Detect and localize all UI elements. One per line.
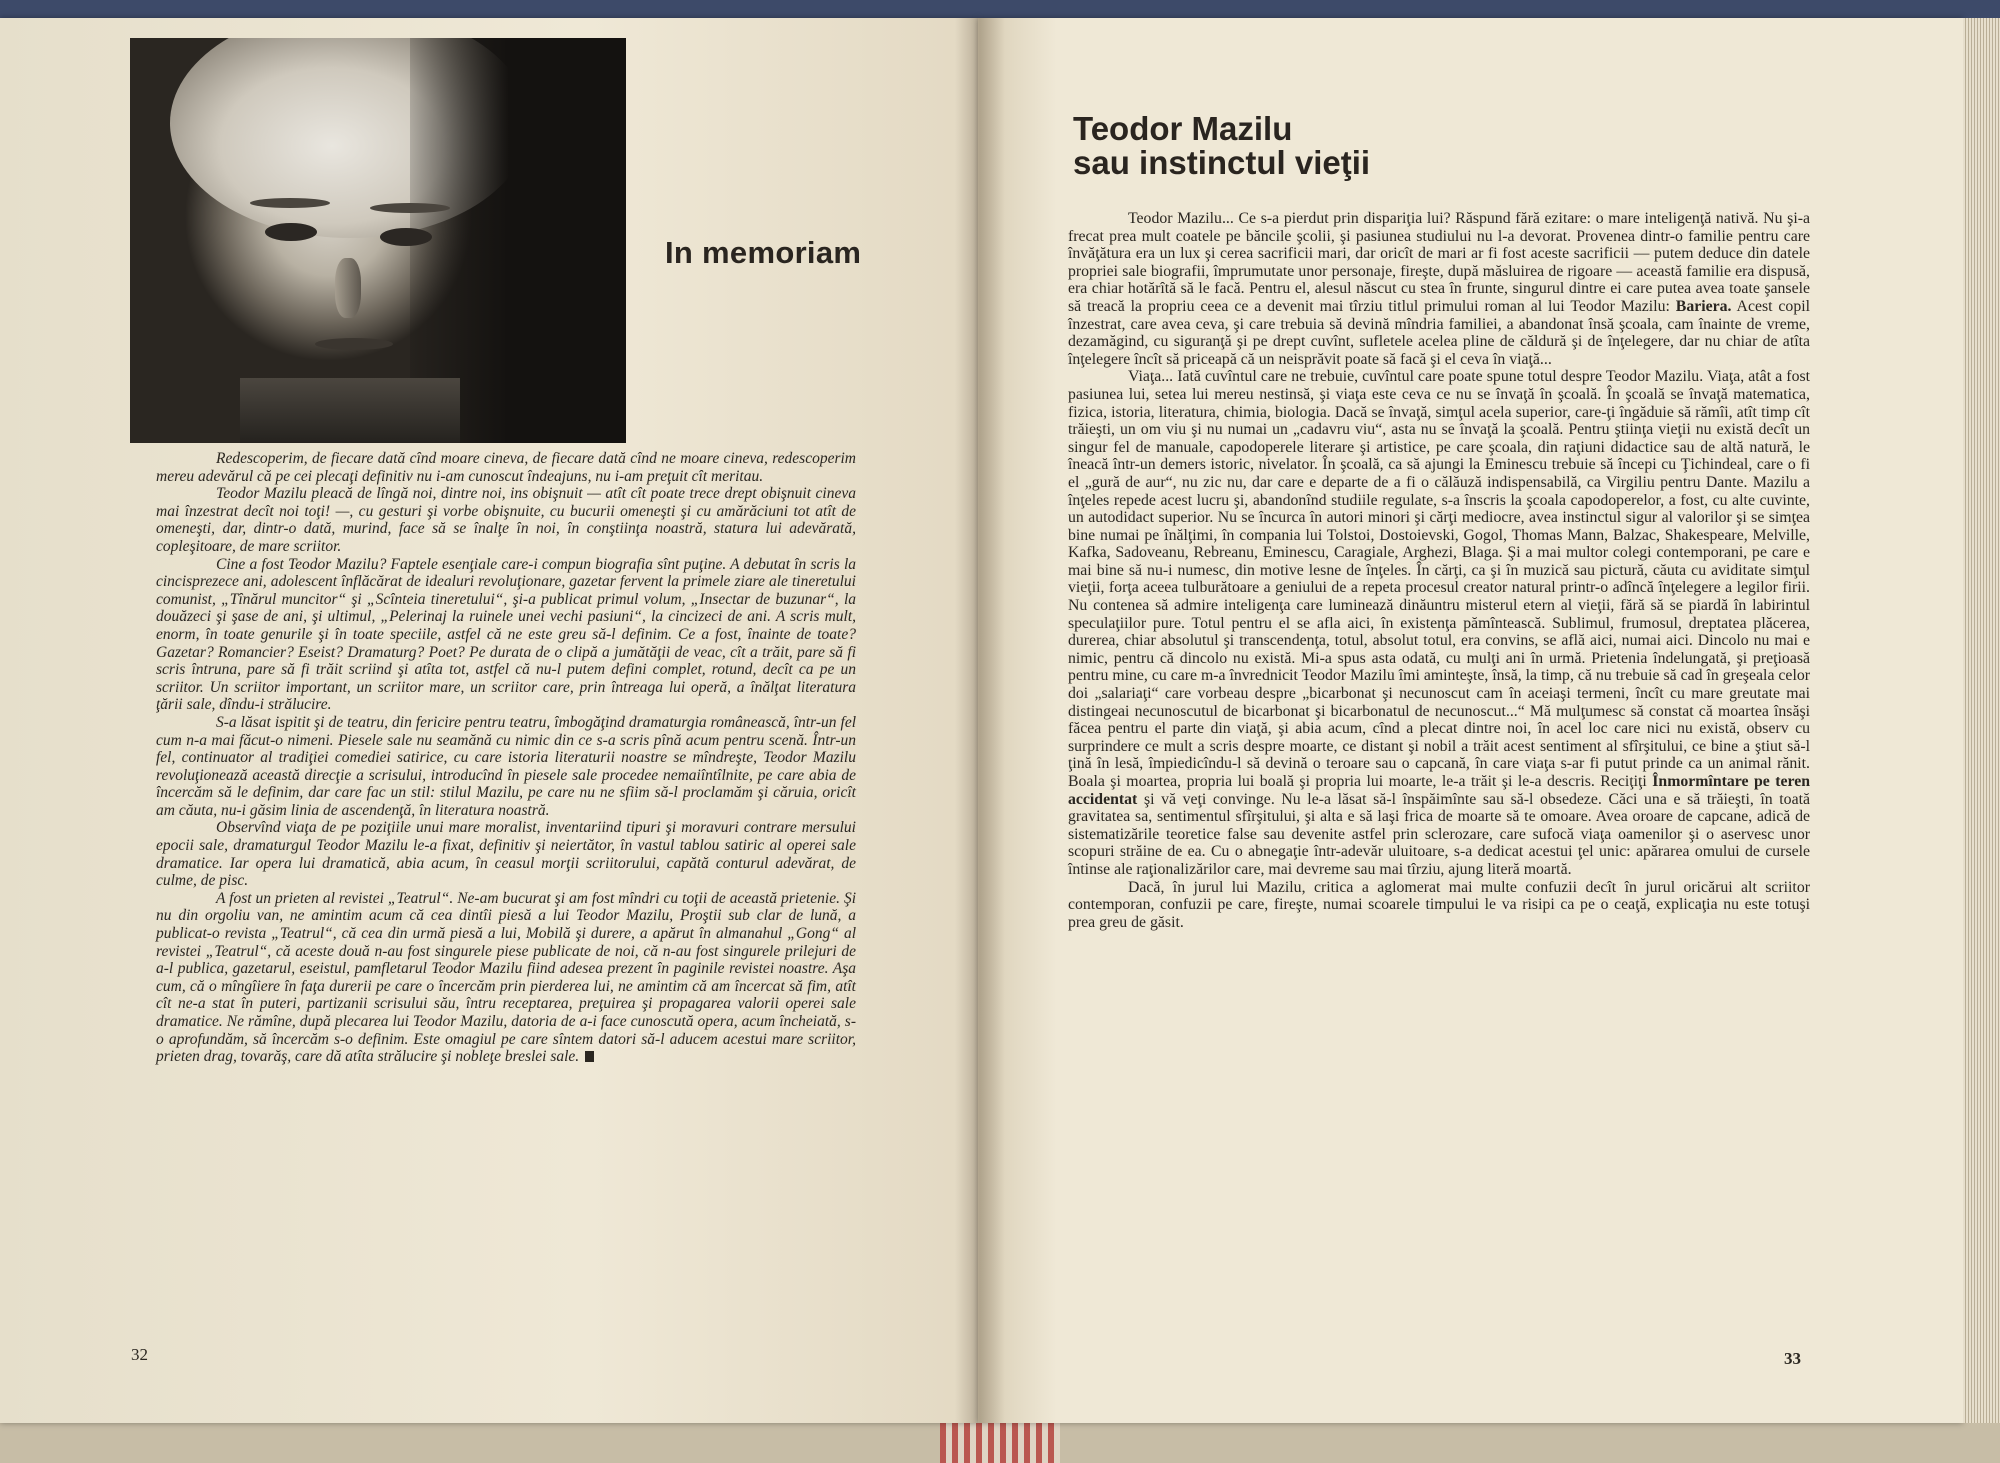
left-page [0, 18, 978, 1423]
article-title [1073, 112, 1370, 180]
book-gutter [955, 18, 1005, 1423]
end-of-article-mark-icon [585, 1051, 594, 1062]
page-number-right: 33 [1784, 1349, 1801, 1368]
paragraph [1068, 210, 1810, 368]
paragraph: Dacă, în jurul lui Mazilu, critica a aglomerat mai multe confuzii decît în jurul oricărui alt scriitor contemporan, confuzii pe care, fireşte, numai scoarele timpului le va risipi ca pe o ceaţă, explicaţia nu este totuşi prea greu de găsit. [1068, 878, 1810, 931]
title-line-2: sau instinctul vieţii [1073, 144, 1371, 181]
paragraph: A fost un prieten al revistei „Teatrul“. Ne-am bucurat şi am fost mîndri cu toţii de această prietenie. Şi nu din orgoliu van, ne amintim acum că cea dintîi piesă a lui Teodor Mazilu, Proştii sub clar de lună, a publicat-o revista „Teatrul“, că cea din urmă piesă a lui, Mobilă şi durere, a apărut în almanahul „Gong“ al revistei „Teatrul“, că aceste două n-au fost singurele piese publicate de noi, că n-au fost singurele prilejuri de a-l publica, gazetarul, eseistul, pamfletarul Teodor Mazilu fiind adesea prezent în paginile revistei noastre. Aşa cum, că o mîngîiere în faţa durerii pe care o încercăm prin pierderea lui, ne amintim că am încercat să fim, atît cît ne-a stat în puteri, partizanii scrisului său, întru receptarea, preţuirea şi propagarea valorii operei sale dramatice. Ne rămîne, după plecarea lui Teodor Mazilu, datoria de a-i face cunoscută opera, acum încheiată, s-o aprofundăm, să încercăm s-o definim. Este omagiul pe care sîntem datori să-l aducem acestui mare scriitor, prieten drag, tovarăş, care dă atîta strălucire şi nobleţe breslei sale. [156, 889, 856, 1066]
right-page [978, 18, 1963, 1423]
paragraph-text: Viaţa... Iată cuvîntul care ne trebuie, cuvîntul care poate spune totul despre Teodor Mazilu. Viaţa, atât a fost pasiunea lui, setea lui mereu nestinsă, şi viaţa este ceva ce nu se învaţă în şcoală. În şcoală se învaţă matematica, fizica, istoria, literatura, chimia, biologia. Dacă se învaţă, simţul acela superior, care-ţi îngăduie să rămîi, atît timp cît trăieşti, un om viu şi nu numai un „cadavru viu“, asta nu se învaţă la şcoală. Pentru ştiinţa vieţii nu există decît un singur fel de manuale, capodoperele literare şi artistice, pe care şcoala, din raţiuni didactice sau de altă natură, le îneacă într-un demers istoric, nivelator. În şcoală, ca să ajungi la Eminescu trebuie să începi cu Ţichindeal, care o fi el „gură de aur“, nu zic nu, dar care e departe de a fi o călăuză indispensabilă, ca Virgiliu pentru Dante. Mazilu a înţeles repede acest lucru şi, abandonînd studiile regulate, s-a înscris la şcoala capodoperelor, a fost, cu alte cuvinte, un autodidact superior. Nu se încurca în autori minori şi cărţi mediocre, avea instinctul sigur al valorilor şi se simţea bine numai pe înălţimi, în compania lui Tolstoi, Dostoievski, Gogol, Thomas Mann, Balzac, Shakespeare, Melville, Kafka, Sadoveanu, Rebreanu, Eminescu, Caragiale, Arghezi, Blaga. Şi a mai multor colegi contemporani, pe care e mai bine să nu-i numesc, din motive lesne de înţeles. În cărţi, ca şi în muzică sau pictură, căuta cu aviditate simţul vieţii, forţa aceea tulburătoare a geniului de a repeta procesul creator natural printr-o adîncă înţelegere a legilor firii. Nu contenea să admire inteligenţa care luminează dinăuntru misterul etern al vieţii, fără să se piardă în labirintul speculaţiilor pure. Totul pentru el se afla aici, în existenţa pămîntească. Sublimul, frumosul, dreptatea plăcerea, durerea, chiar absolutul şi transcendenţa, totul, absolut totul, era convins, se află aici, numai aici. Dincolo nu mai e nimic, pentru că dincolo nu există. Mi-a spus asta odată, cu mulţi ani în urmă. Prietenia îndelungată, şi preţioasă pentru mine, cu care m-a învrednicit Teodor Mazilu îmi aminteşte, însă, la timp, că nu trebuie să cad în greşeala celor doi „salariaţi“ care vorbeau despre „bicarbonat şi necunoscut cam în aceiaşi termeni, încît cu mare greutate mai distingeai necunoscutul de bicarbonat şi bicarbonatul de necunoscut...“ Mă mulţumesc să constat că moartea însăşi făcea pentru el parte din viaţă, şi abia acum, cînd a plecat dintre noi, în acel loc care nici nu există, observ cu surprindere ce mult a scris despre moarte, ce distant şi nobil a trăit acest sentiment al sfîrşitului, ce bine a ştiut să-l ţină în lesă, împiedicîndu-l să devină o teroare sau o capcană, în care viaţa s-ar fi putut prinde ca un animal rănit. Boala şi moartea, propria lui boală şi propria lui moarte, le-a trăit şi le-a descris. Reciţiţi [1068, 368, 1810, 790]
paragraph-with-end-mark [156, 890, 856, 1066]
page-number-left: 32 [131, 1345, 148, 1364]
right-article-body [1068, 210, 1810, 931]
paragraph [1068, 368, 1810, 878]
paragraph: Observînd viaţa de pe poziţiile unui mare moralist, inventariind tipuri şi moravuri contrare mersului epocii sale, dramaturgul Teodor Mazilu le-a fixat, definitiv şi neiertător, în vastul tablou satiric al operei sale dramatice. Iar opera lui dramatică, abia acum, în ceasul morţii scriitorului, capătă conturul adevărat, de culme, de pisc. [156, 819, 856, 890]
page-edges [1963, 18, 2000, 1423]
in-memoriam-heading: In memoriam [665, 235, 862, 270]
author-portrait-photo [130, 38, 626, 443]
paragraph: Teodor Mazilu pleacă de lîngă noi, dintre noi, ins obişnuit — atît cît poate trece drept obişnuit cineva mai înzestrat decît noi toţi! —, cu gesturi şi vorbe obişnuite, cu bucurii omeneşti şi cu amărăciuni tot atît de omeneşti, dar, dintr-o dată, murind, face să se înalţe în noi, în conştiinţa noastră, statura lui adevărată, copleşitoare, de mare scriitor. [156, 485, 856, 555]
binding-ribbon [940, 1420, 1060, 1463]
novel-title: Bariera. [1675, 297, 1732, 315]
play-title: Înmormîntare pe teren accidentat [1068, 773, 1810, 808]
paragraph: S-a lăsat ispitit şi de teatru, din fericire pentru teatru, îmbogăţind dramaturgia românească, într-un fel cum n-a mai făcut-o nimeni. Piesele sale nu seamănă cu nimic din ce s-a scris pînă acum pentru scenă. Într-un fel, continuator al tradiţiei comediei satirice, cu care istoria literaturii noastre se mîndreşte, Teodor Mazilu revoluţionează această direcţie a scrisului, introducînd în piesele sale procedee nemaiîntîlnite, pe care abia de încercăm să le definim, dar care fac un stil: stilul Mazilu, pe care nu ne sfiim să-l proclamăm şi căruia, oricît am căuta, nu-i găsim linia de ascendenţă, în literatura noastră. [156, 713, 856, 819]
paragraph-text: şi vă veţi convinge. Nu le-a lăsat să-l înspăimînte sau să-l obsedeze. Căci una e să trăieşti, în toată gravitatea sa, sentimentul sfîrşitului, şi alta e să laşi frica de moarte să te omoare. Avea oroare de capcane, adică de sistematizările teoretice false sau devenite astfel prin sclerozare, care sufocă viaţa oamenilor şi o aservesc unor scopuri străine de ea. Cu o abnegaţie într-adevăr uluitoare, s-a dedicat acestui ţel unic: apărarea omului de cursele întinse ale raţionalizărilor care, mai devreme sau mai tîrziu, ajung literă moartă. [1068, 790, 1810, 878]
paragraph-text: Teodor Mazilu... Ce s-a pierdut prin dispariţia lui? Răspund fără ezitare: o mare inteligenţă nativă. Nu şi-a frecat prea mult coatele pe băncile şcolii, şi pasiunea studiului nu l-a devorat. Provenea dintr-o familie pentru care învăţătura era un lux şi cerea sacrificii mari, dar oricît de mari ar fi fost aceste sacrificii — putem deduce din datele propriei sale biografii, împrumutate unor personaje, fireşte, după măsluirea de rigoare — această familie era dispusă, era chiar hotărîtă să le facă. Pentru el, alesul născut cu stea în frunte, singurul dintre ei care putea avea toate şansele să treacă la propriu ceea ce a devenit mai tîrziu titlul primului roman al lui Teodor Mazilu: [1068, 210, 1810, 315]
paragraph-text: Acest copil înzestrat, care avea ceva, şi care trebuia să devină mîndria familiei, a abandonat însă şcoala, cam înainte de vreme, dezamăgind, cu siguranţă şi pe drept cuvînt, sufletele acelea pline de căldură şi de înţelegere, dar nu chiar de atîta înţelegere încît să priceapă că un neisprăvit poate să facă şi el ceva în viaţă... [1068, 297, 1811, 368]
left-article-body [156, 450, 856, 1066]
paragraph: Cine a fost Teodor Mazilu? Faptele esenţiale care-i compun biografia sînt puţine. A debutat în scris la cincisprezece ani, adolescent înflăcărat de idealuri revoluţionare, gazetar fervent la primele ziare ale tineretului comunist, „Tînărul muncitor“ şi „Scînteia tineretului“, şi-a publicat primul volum, „Insectar de buzunar“, la douăzeci şi şase de ani, şi ultimul, „Pelerinaj la ruinele unei vechi pasiuni“, la cincizeci de ani. A scris mult, enorm, în toate genurile şi în toate speciile, astfel că ne este greu să-l definim. Ce a fost, înainte de toate? Gazetar? Romancier? Eseist? Dramaturg? Poet? Pe durata de o clipă a jumătăţii de veac, cît a trăit, pare să fi scris întruna, pare să fi trăit scriind şi atîta tot, astfel că nu-l putem defini complet, rotund, decît ca pe un scriitor. Un scriitor important, un scriitor mare, un scriitor care, prin întreaga lui operă, a înălţat literatura ţării sale, dîndu-i strălucire. [156, 555, 856, 714]
title-line-1: Teodor Mazilu [1073, 110, 1293, 147]
paragraph: Redescoperim, de fiecare dată cînd moare cineva, de fiecare dată cînd ne moare cineva, redescoperim mereu adevărul că pe cei plecaţi definitiv nu i-am cunoscut îndeajuns, nu i-am preţuit cît meritau. [156, 450, 856, 485]
